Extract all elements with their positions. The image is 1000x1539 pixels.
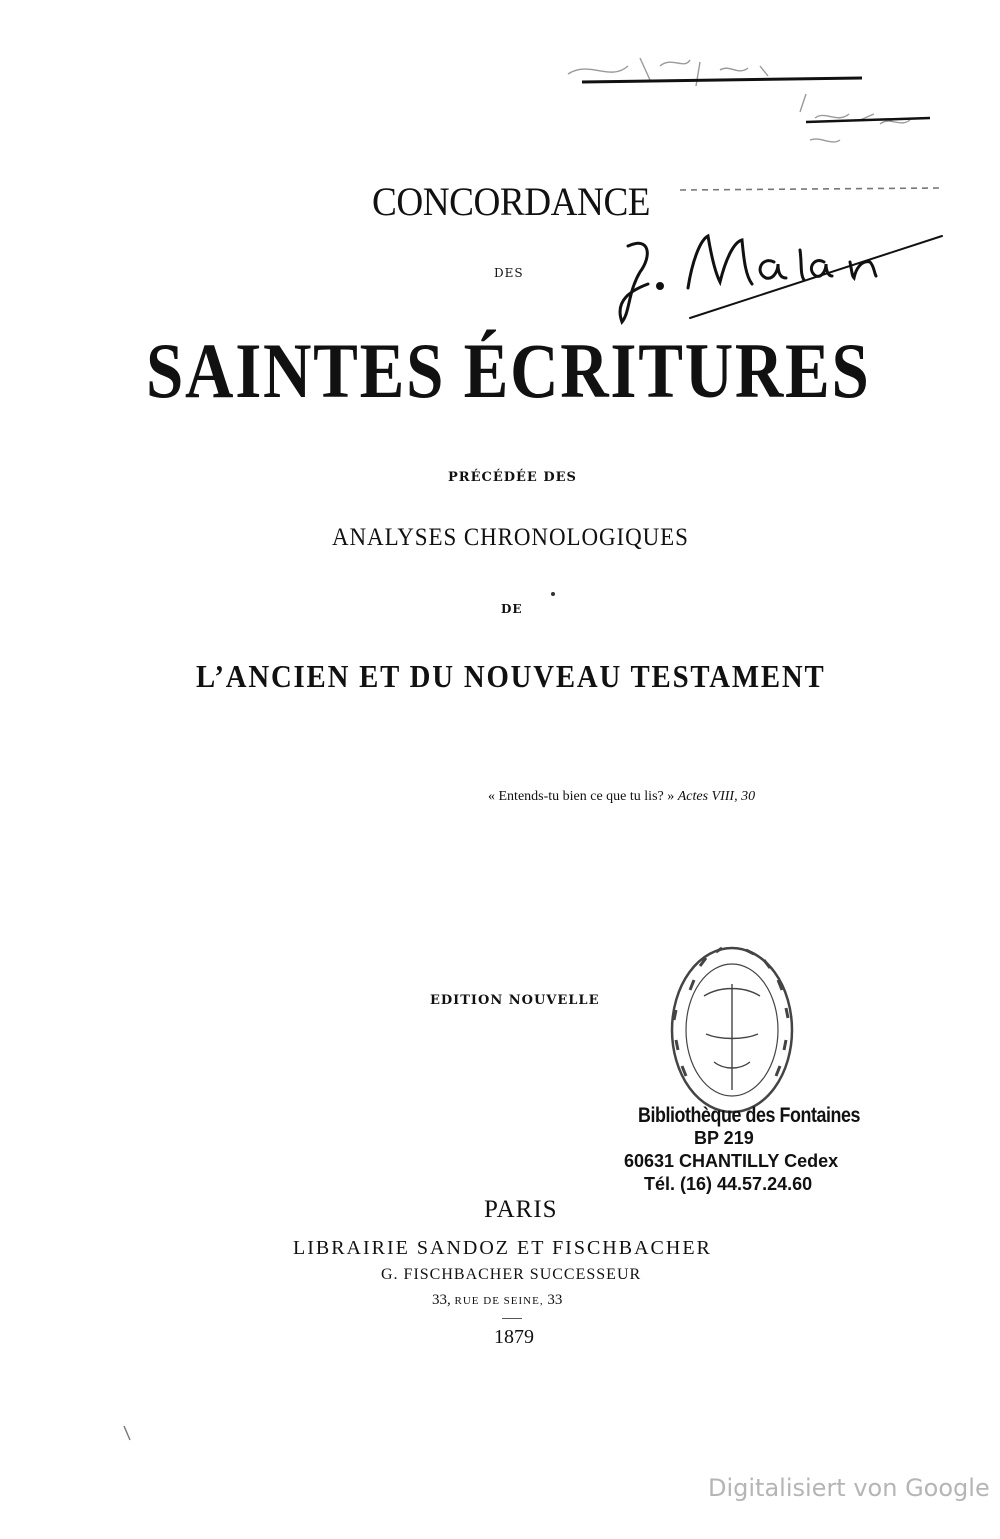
imprint-year: 1879 [494, 1326, 534, 1348]
subtitle-testament: L’ANCIEN ET DU NOUVEAU TESTAMENT [196, 658, 826, 694]
stamp-line-phone: Tél. (16) 44.57.24.60 [644, 1174, 813, 1194]
subtitle-analyses: ANALYSES CHRONOLOGIQUES [332, 524, 689, 551]
imprint-successor: G. FISCHBACHER SUCCESSEUR [381, 1266, 642, 1283]
library-address-stamp [610, 1104, 910, 1195]
title-concordance: CONCORDANCE [372, 179, 651, 224]
pencil-shelfmark-scribble [568, 58, 910, 142]
oval-library-seal [672, 948, 792, 1112]
imprint-publisher: LIBRAIRIE SANDOZ ET FISCHBACHER [293, 1237, 712, 1259]
imprint-city: PARIS [484, 1196, 558, 1223]
address-number-end: 33 [547, 1292, 563, 1308]
title-des: DES [494, 266, 524, 280]
ink-dot [551, 592, 555, 596]
subtitle-precedee: PRÉCÉDÉE DES [448, 470, 577, 485]
edition-note: EDITION NOUVELLE [430, 993, 600, 1008]
epigraph-quote: « Entends-tu bien ce que tu lis? » [488, 789, 675, 804]
address-street: RUE DE SEINE, [454, 1295, 544, 1307]
strike-line-1 [582, 78, 862, 82]
digitization-watermark: Digitalisiert von Google [708, 1474, 990, 1502]
stray-mark [124, 1426, 130, 1440]
main-title: SAINTES ÉCRITURES [146, 327, 871, 414]
subtitle-de: DE [501, 602, 523, 616]
strike-line-2 [806, 118, 930, 122]
address-number: 33, [432, 1292, 451, 1308]
imprint-address [432, 1292, 562, 1309]
stamp-line-city: 60631 CHANTILLY Cedex [624, 1151, 839, 1171]
stamp-line-library: Bibliothèque des Fontaines [638, 1104, 861, 1127]
ink-signature [620, 236, 942, 322]
epigraph-reference: Actes VIII, 30 [677, 789, 756, 804]
dashed-line [680, 188, 940, 190]
imprint-divider [502, 1318, 522, 1319]
stamp-line-bp: BP 219 [694, 1128, 754, 1148]
epigraph [488, 789, 755, 805]
